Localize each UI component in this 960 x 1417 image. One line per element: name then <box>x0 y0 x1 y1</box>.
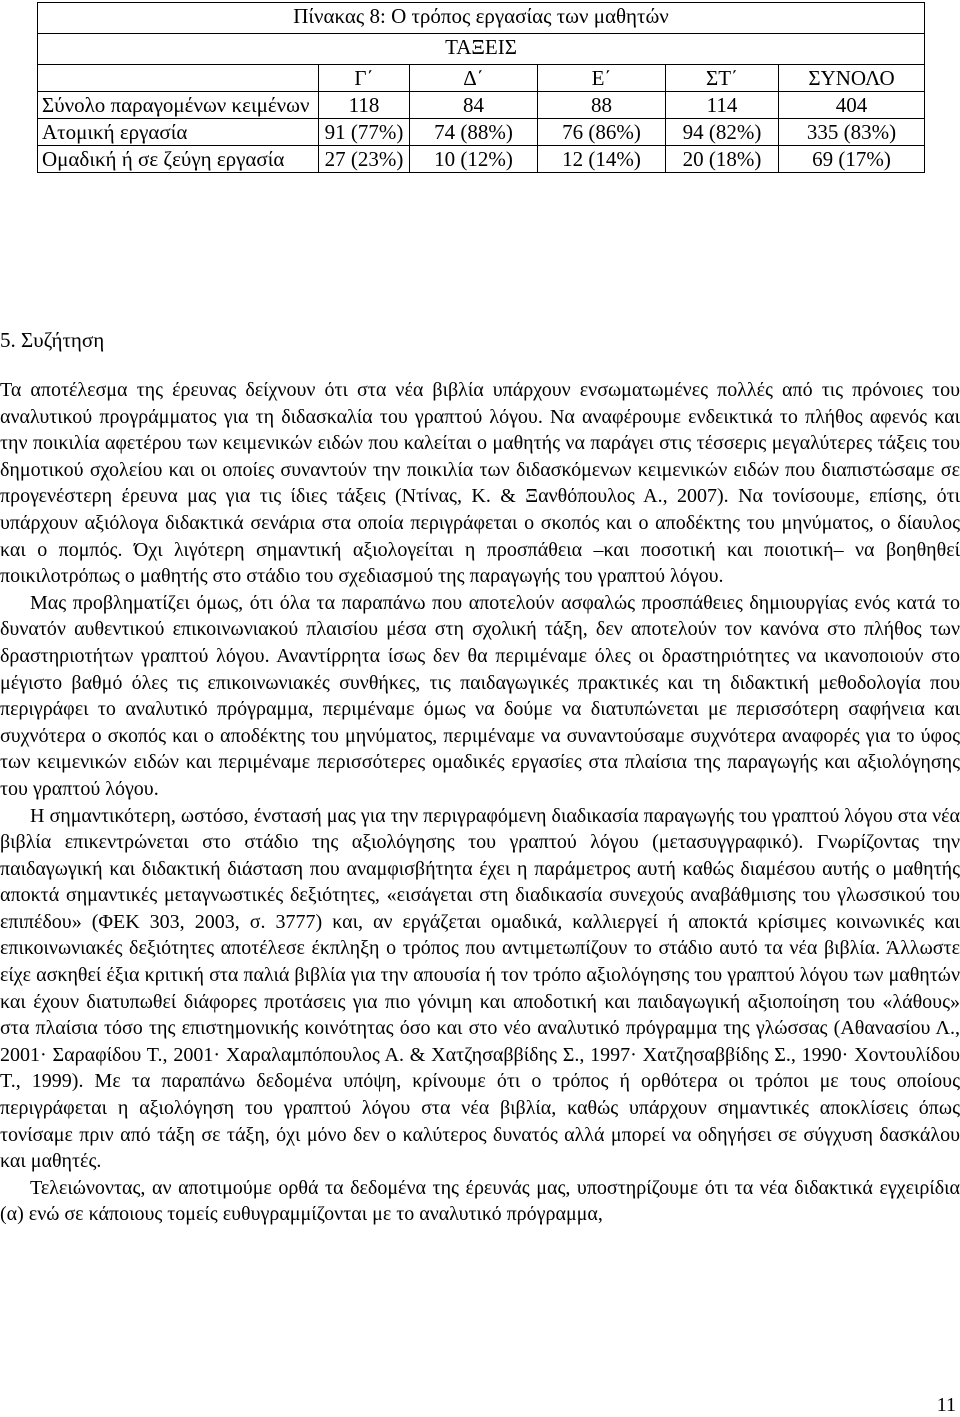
table-cell: 69 (17%) <box>779 146 925 173</box>
table-cell: 118 <box>319 92 410 119</box>
page-number: 11 <box>936 1394 956 1416</box>
table-cell: 91 (77%) <box>319 119 410 146</box>
table-row <box>38 92 925 119</box>
header-empty-cell <box>38 65 319 92</box>
paragraph: Τελειώνοντας, αν αποτιμούμε ορθά τα δεδομένα της έρευνάς μας, υποστηρίζουμε ότι τα νέα διδακτικά εγχειρίδια (α) ενώ σε κάποιους τομείς ευθυγραμμίζονται με το αναλυτικό πρόγραμμα, <box>0 1176 960 1226</box>
table-cell: 94 (82%) <box>666 119 779 146</box>
row-label: Ατομική εργασία <box>38 119 319 146</box>
table-caption: Πίνακας 8: Ο τρόπος εργασίας των μαθητών <box>38 3 925 34</box>
paragraph: Μας προβληματίζει όμως, ότι όλα τα παραπάνω που αποτελούν ασφαλώς προσπάθειες δημιουργίας ενός κατά το δυνατόν αυθεντικού επικοινωνιακού πλαισίου μέσα στη σχολική τάξη, δεν αποτελούν τον κανόνα στο πλήθος των δραστηριοτήτων γραπτού λόγου. Αναντίρρητα ίσως δεν θα περιμέναμε όλες οι δραστηριότητες να ικανοποιούν στο μέγιστο βαθμό όλες τις επικοινωνιακές συνθήκες, τις παιδαγωγικές πρακτικές και τη διδακτική μεθοδολογία που περιγράφει το αναλυτικό πρόγραμμα, περιμέναμε όμως να δούμε να διατυπώνεται με περισσότερη σαφήνεια και συχνότερα ο σκοπός και ο αποδέκτης του μηνύματος, περιμέναμε να συναντούσαμε συχνότερα αναφορές για το ύφος των κειμενικών ειδών και περιμέναμε περισσότερες ομαδικές εργασίες στα πλαίσια της παραγωγής και αξιολόγησης του γραπτού λόγου. <box>0 591 960 800</box>
section-heading: 5. Συζήτηση <box>0 328 105 352</box>
table-cell: 27 (23%) <box>319 146 410 173</box>
table-group-header: ΤΑΞΕΙΣ <box>38 34 925 65</box>
table-cell: 335 (83%) <box>779 119 925 146</box>
table-cell: 88 <box>538 92 666 119</box>
row-label: Ομαδική ή σε ζεύγη εργασία <box>38 146 319 173</box>
table-cell: 114 <box>666 92 779 119</box>
table-cell: 76 (86%) <box>538 119 666 146</box>
table-cell: 20 (18%) <box>666 146 779 173</box>
table-cell: 10 (12%) <box>410 146 538 173</box>
column-header: ΣΥΝΟΛΟ <box>779 65 925 92</box>
table-cell: 74 (88%) <box>410 119 538 146</box>
work-mode-table <box>37 2 925 173</box>
table-cell: 12 (14%) <box>538 146 666 173</box>
paragraph: Τα αποτέλεσμα της έρευνας δείχνουν ότι στα νέα βιβλία υπάρχουν ενσωματωμένες πολλές από τις πρόνοιες του αναλυτικού προγράμματος για τη διδασκαλία του γραπτού λόγου. Να αναφέρουμε ενδεικτικά το πλήθος αφενός και την ποικιλία αφετέρου των κειμενικών ειδών που καλείται ο μαθητής να παράγει στις τέσσερις μεγαλύτερες τάξεις του δημοτικού σχολείου και οι οποίες συναντούν την ποικιλία των διδασκόμενων κειμενικών ειδών που διαπιστώσαμε σε προγενέστερη έρευνα μας για τις ίδιες τάξεις (Ντίνας, Κ. & Ξανθόπουλος Α., 2007). Να τονίσουμε, επίσης, ότι υπάρχουν αξιόλογα διδακτικά σενάρια στα οποία περιγράφεται ο σκοπός και ο αποδέκτης του μηνύματος, ο δίαυλος και ο πομπός. Όχι λιγότερη σημαντική αξιολογείται η προσπάθεια –και ποσοτική και ποιοτική– να βοηθηθεί ποικιλοτρόπως ο μαθητής στο στάδιο του σχεδιασμού της παραγωγής του γραπτού λόγου. <box>0 379 960 588</box>
table-row <box>38 146 925 173</box>
table-header-row <box>38 65 925 92</box>
column-header: Δ΄ <box>410 65 538 92</box>
column-header: ΣΤ΄ <box>666 65 779 92</box>
table-cell: 404 <box>779 92 925 119</box>
table-row <box>38 119 925 146</box>
row-label: Σύνολο παραγομένων κειμένων <box>38 92 319 119</box>
body-text <box>0 377 960 1228</box>
paragraph: Η σημαντικότερη, ωστόσο, ένστασή μας για την περιγραφόμενη διαδικασία παραγωγής του γραπτού λόγου στα νέα βιβλία επικεντρώνεται στο στάδιο της αξιολόγησης του γραπτού λόγου (μετασυγγραφικό). Γνωρίζοντας την παιδαγωγική και διδακτική διάσταση που αναμφισβήτητα έχει η παράμετρος αυτή καθώς διαμέσου αυτής ο μαθητής αποκτά σημαντικές μεταγνωστικές δεξιότητες, «εισάγεται στη διαδικασία συνεχούς αναβάθμισης του γλωσσικού του επιπέδου» (ΦΕΚ 303, 2003, σ. 3777) και, αν εργάζεται ομαδικά, καλλιεργεί ή αποκτά κρίσιμες κοινωνικές και επικοινωνιακές δεξιότητες αποτέλεσε έκπληξη ο τρόπος που αντιμετωπίζουν το στάδιο αυτό τα νέα βιβλία. Άλλωστε είχε ασκηθεί έξια κριτική στα παλιά βιβλία για την απουσία ή τον τρόπο αξιολόγησης του γραπτού λόγου των μαθητών και έχουν διατυπωθεί διάφορες προτάσεις για πιο γόνιμη και αποδοτική και παιδαγωγική αξιοποίηση του «λάθους» στα πλαίσια τόσο της επιστημονικής κοινότητας όσο και στο νέο αναλυτικό πρόγραμμα της γλώσσας (Αθανασίου Λ., 2001· Σαραφίδου Τ., 2001· Χαραλαμπόπουλος Α. & Χατζησαββίδης Σ., 1997· Χατζησαββίδης Σ., 1990· Χοντουλίδου Τ., 1999). Με τα παραπάνω δεδομένα υπόψη, κρίνουμε ότι ο τρόπος ή ορθότερα οι τρόποι με τους οποίους περιγράφεται η αξιολόγηση του γραπτού λόγου στα νέα βιβλία, καθώς υπάρχουν σημαντικές αποκλίσεις όπως τονίσαμε πριν από τάξη σε τάξη, όχι μόνο δεν ο καλύτερος δυνατός αλλά μπορεί να οδηγήσει σε σύγχυση δασκάλου και μαθητές. <box>0 804 960 1173</box>
table-cell: 84 <box>410 92 538 119</box>
column-header: Ε΄ <box>538 65 666 92</box>
column-header: Γ΄ <box>319 65 410 92</box>
